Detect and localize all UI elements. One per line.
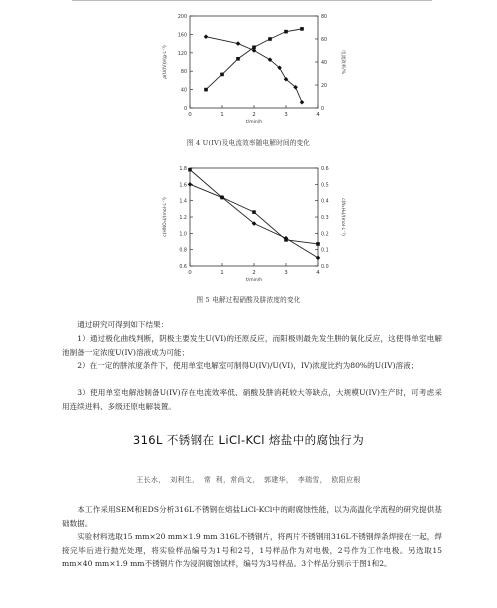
series-2-point [236,41,241,46]
x-tick-label: 0 [188,270,192,276]
y-left-tick-label: 1.0 [179,232,187,238]
series-1-point [252,210,256,214]
x-tick-label: 2 [252,270,256,276]
series-1-point [236,57,240,61]
materials-paragraph: 实验材料选取15 mm×20 mm×1.9 mm 316L不锈钢片，将两片不锈钢用316L不锈钢焊条焊接在一起，焊接完毕后进行抛光处理，将实验样品编号为1号和2号，1号样品作为对电极，2号作为工作电极。另选取15 mm×40 mm×1.9 mm不锈钢片作为浸润腐蚀试样，编号为3号样品。3个样品分别示于图1和2。 [62,532,442,568]
figure-4-caption: 图 4 U(IV)及电流效率随电解时间的变化 [186,139,311,147]
y-left-tick-label: 200 [177,15,187,20]
y-right-tick-label: 20 [321,84,328,89]
series-1-point [300,27,304,31]
figure-4-chart [150,10,370,132]
x-tick-label: 4 [316,270,320,276]
conclusion-item-2: 2）在一定的肼浓度条件下，使用单室电解室可制得U(IV)/U(VI)，IV)浓度比约为80%的U(IV)溶液； [77,361,419,370]
x-tick-label: 4 [316,112,320,118]
y-left-tick-label: 120 [177,51,187,57]
series-2-point [300,100,305,105]
series-2-point [204,34,209,39]
series-1-point [204,88,208,92]
x-tick-label: 3 [284,112,288,118]
y-right-tick-label: 0 [321,107,325,112]
section-authors: 王长水， 刘利生， 常 利，常尚文， 郭建华， 李瑞雪， 欧阳应根 [136,476,361,484]
x-axis-label: t/min/h [245,278,263,283]
x-tick-label: 0 [188,112,192,118]
y-right-tick-label: 0.3 [321,216,329,221]
y-left-axis-label: ρ(U(IV))/(g·L⁻¹) [163,45,168,79]
conclusion-item-3: 3）使用单室电解池制备U(IV)存在电流效率低、硝酸及肼消耗较大等缺点，大规模U(IV)生产时，可考虑采用连续进料、多级还原电解装置。 [62,388,442,411]
conclusion-item-1: 1）通过极化曲线判断，阴极主要发生U(VI)的还原反应，而阳极则最先发生肼的氧化反应，这使得单室电解池制备一定浓度U(IV)溶液成为可能； [62,334,442,357]
y-left-tick-label: 1.6 [179,183,187,189]
series-2-line [190,184,318,258]
x-axis-label: t/min/h [245,120,263,125]
series-2-point [316,256,321,261]
x-tick-label: 2 [252,112,256,118]
y-left-tick-label: 1.8 [179,167,187,172]
abstract-paragraph: 本工作采用SEM和EDS分析316L不锈钢在熔盐LiCl-KCl中的耐腐蚀性能，以为高温化学流程的研究提供基础数据。 [62,505,442,528]
y-left-axis-label: c(HNO₃)/(mol·L⁻¹) [163,197,168,237]
y-left-tick-label: 0.8 [179,248,187,254]
y-left-tick-label: 1.4 [179,199,187,205]
y-left-tick-label: 0.6 [179,265,187,270]
y-right-tick-label: 0.2 [321,232,329,238]
y-right-tick-label: 60 [321,38,328,43]
series-2-point [188,182,193,187]
y-left-tick-label: 80 [180,70,187,76]
figure-5-caption: 图 5 电解过程硝酸及肼浓度的变化 [196,296,301,304]
series-1-point [220,73,224,77]
y-right-tick-label: 0.0 [321,265,329,270]
y-right-tick-label: 0.6 [321,167,329,172]
x-tick-label: 3 [284,270,288,276]
series-1-point [284,30,288,34]
y-right-tick-label: 0.4 [321,199,329,205]
y-left-tick-label: 40 [180,88,187,94]
series-1-line [190,170,318,244]
x-tick-label: 1 [220,270,224,276]
y-left-tick-label: 160 [177,33,187,39]
y-right-axis-label: c(N₂H₄)/(mol·L⁻¹) [340,198,345,236]
conclusion-intro: 通过研究可得到如下结果： [77,320,169,329]
figure-5-chart [150,162,370,290]
y-right-tick-label: 0.5 [321,183,329,189]
x-tick-label: 1 [220,112,224,118]
page-top-rule [72,0,432,1]
y-right-tick-label: 40 [321,61,328,66]
section-title: 316L 不锈钢在 LiCl-KCl 熔盐中的腐蚀行为 [132,433,365,447]
y-left-tick-label: 0 [183,107,187,112]
series-1-point [316,242,320,246]
y-right-tick-label: 80 [321,15,328,20]
plot-frame [190,168,318,266]
series-1-point [188,168,192,172]
y-right-tick-label: 0.1 [321,248,329,254]
y-left-tick-label: 1.2 [179,216,187,221]
y-right-axis-label: 电流效率/% [340,50,345,74]
series-1-point [268,37,272,41]
